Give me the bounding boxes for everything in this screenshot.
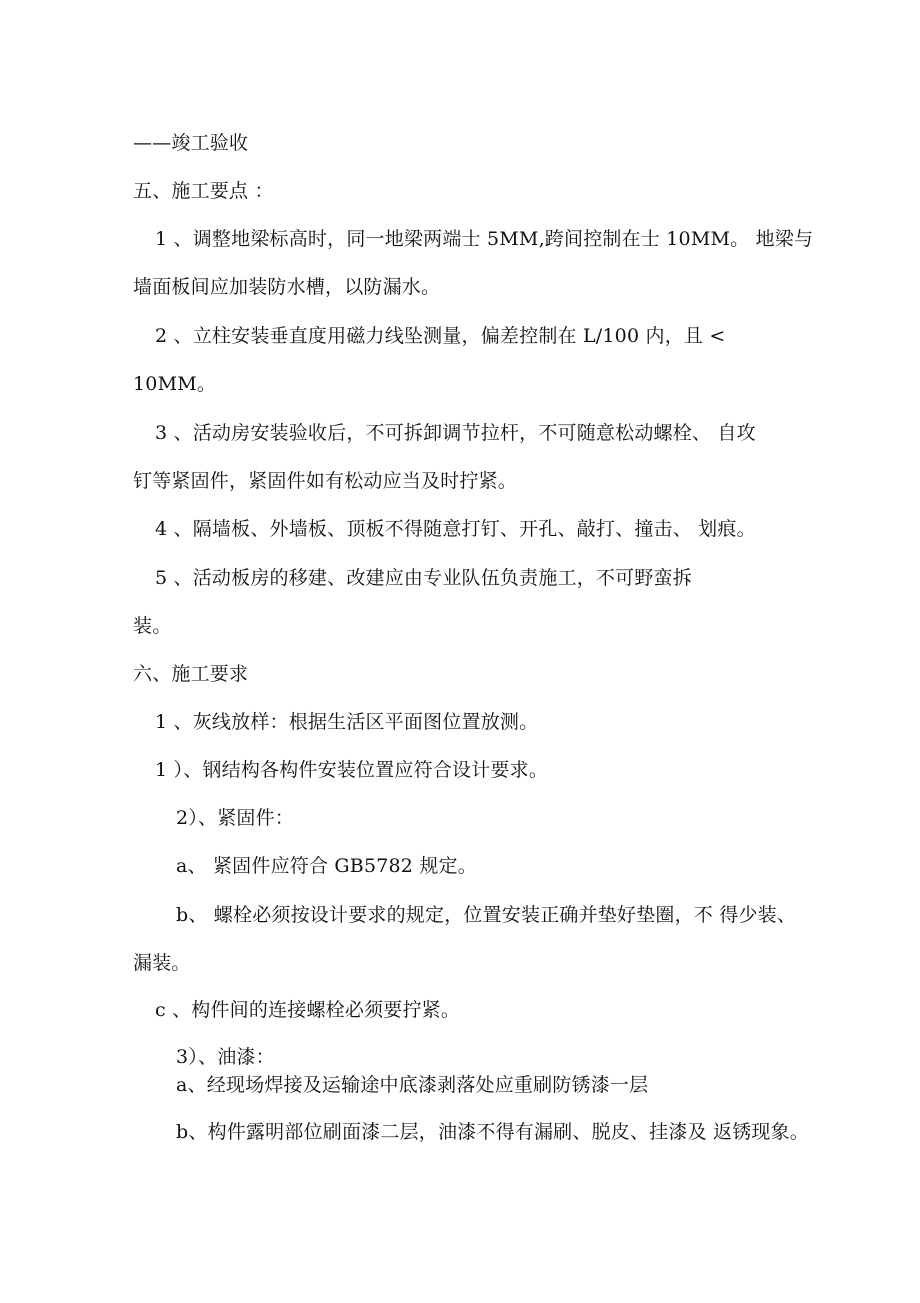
point-2-line-2: 10MM。 [133, 373, 217, 395]
point-1-line-1: 1 、调整地梁标高时，同一地梁两端士 5MM,跨间控制在士 10MM。 地梁与 [155, 228, 814, 250]
point-3-line-2: 钉等紧固件，紧固件如有松动应当及时拧紧。 [133, 470, 518, 492]
paint-item-b: b、构件露明部位刷面漆二层，油漆不得有漏刷、脱皮、挂漆及 返锈现象。 [176, 1121, 810, 1143]
requirement-1-sub-3: 3）、油漆： [176, 1046, 275, 1068]
requirement-1-sub-1: 1 ）、钢结构各构件安装位置应符合设计要求。 [155, 759, 549, 781]
fastener-item-b-line-1: b、 螺栓必须按设计要求的规定，位置安装正确并垫好垫圈，不 得少装、 [176, 904, 797, 926]
point-2-line-1: 2 、立柱安装垂直度用磁力线坠测量，偏差控制在 L/100 内，且 < [155, 325, 726, 347]
point-4-line-1: 4 、隔墙板、外墙板、顶板不得随意打钉、开孔、敲打、撞击、 划痕。 [155, 518, 756, 540]
text-line-completion-acceptance: ——竣工验收 [133, 132, 249, 154]
point-3-line-1: 3 、活动房安装验收后，不可拆卸调节拉杆，不可随意松动螺栓、 自攻 [155, 422, 756, 444]
fastener-item-b-line-2: 漏装。 [133, 952, 191, 974]
paint-item-a: a、经现场焊接及运输途中底漆剥落处应重刷防锈漆一层 [176, 1074, 649, 1096]
requirement-1: 1 、灰线放样：根据生活区平面图位置放测。 [155, 711, 539, 733]
point-1-line-2: 墙面板间应加装防水槽，以防漏水。 [133, 276, 441, 298]
point-5-line-1: 5 、活动板房的移建、改建应由专业队伍负责施工，不可野蛮拆 [155, 567, 692, 589]
fastener-item-c: c 、构件间的连接螺栓必须要拧紧。 [155, 999, 461, 1021]
section-heading-construction-requirements: 六、施工要求 [133, 663, 249, 685]
fastener-item-a: a、 紧固件应符合 GB5782 规定。 [176, 855, 477, 877]
point-5-line-2: 装。 [133, 615, 172, 637]
requirement-1-sub-2: 2）、紧固件： [176, 807, 294, 829]
section-heading-construction-points: 五、施工要点 ： [133, 180, 274, 202]
